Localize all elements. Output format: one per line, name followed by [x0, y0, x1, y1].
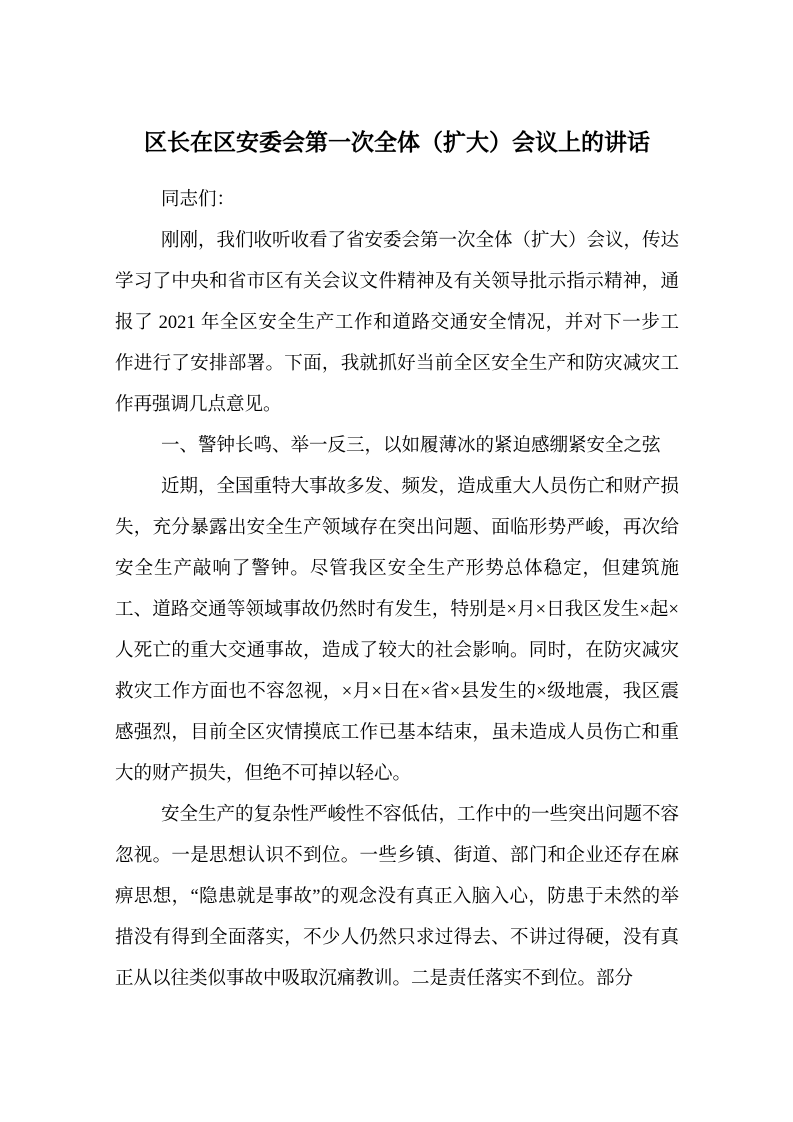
paragraph-situation: 近期，全国重特大事故多发、频发，造成重大人员伤亡和财产损失，充分暴露出安全生产领域存在突出问题、面临形势严峻，再次给安全生产敲响了警钟。尽管我区安全生产形势总体稳定，但建筑施工、道路交通等领域事故仍然时有发生，特别是×月×日我区发生×起×人死亡的重大交通事故，造成了较大的社会影响。同时，在防灾减灾救灾工作方面也不容忽视，×月×日在×省×县发生的×级地震，我区震感强烈，目前全区灾情摸底工作已基本结束，虽未造成人员伤亡和重大的财产损失，但绝不可掉以轻心。: [115, 477, 680, 784]
document-title: 区长在区安委会第一次全体（扩大）会议上的讲话: [144, 130, 650, 155]
paragraph-salutation: 同志们：: [161, 190, 236, 210]
paragraph-section-heading-1: 一、警钟长鸣、举一反三，以如履薄冰的紧迫感绷紧安全之弦: [161, 436, 661, 456]
paragraph-problems: 安全生产的复杂性严峻性不容低估，工作中的一些突出问题不容忽视。一是思想认识不到位。一些乡镇、街道、部门和企业还存在麻痹思想，“隐患就是事故”的观念没有真正入脑入心，防患于未然的举措没有得到全面落实，不少人仍然只求过得去、不讲过得硬，没有真正从以往类似事故中吸取沉痛教训。二是责任落实不到位。部分: [115, 805, 680, 989]
paragraph-intro: 刚刚，我们收听收看了省安委会第一次全体（扩大）会议，传达学习了中央和省市区有关会议文件精神及有关领导批示指示精神，通报了 2021 年全区安全生产工作和道路交通安全情况，并对下一步工作进行了安排部署。下面，我就抓好当前全区安全生产和防灾减灾工作再强调几点意见。: [115, 231, 680, 415]
